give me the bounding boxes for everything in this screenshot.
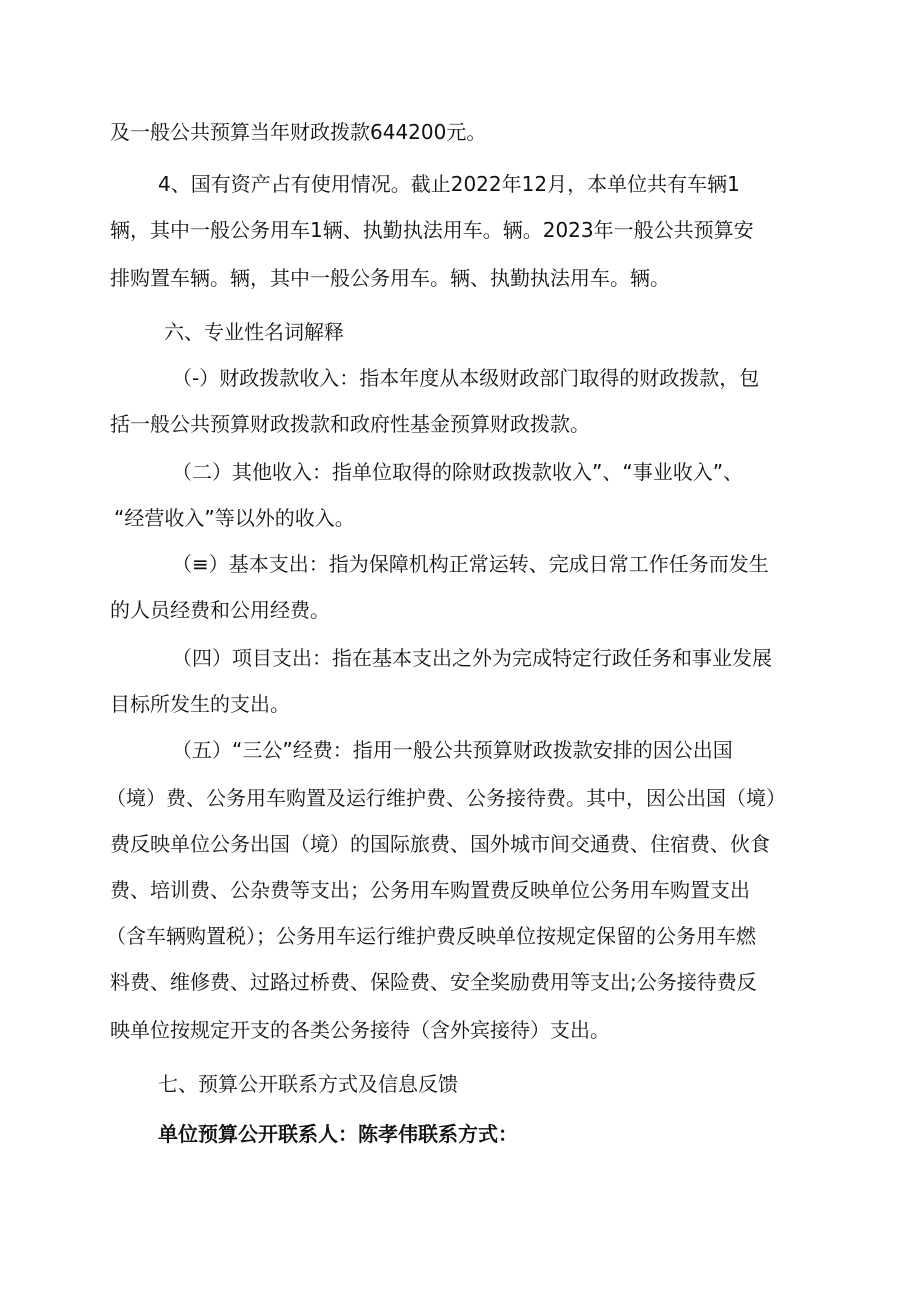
text-line: 4、国有资产占有使用情况。截止2022年12月，本单位共有车辆1 [158,172,740,196]
text-line: （境）费、公务用车购置及运行维护费、公务接待费。其中，因公出国（境） [106,786,786,810]
text-line: （含车辆购置税）；公务用车运行维护费反映单位按规定保留的公务用车燃 [106,924,756,948]
text-line: 括一般公共预算财政拨款和政府性基金预算财政拨款。 [110,412,590,436]
text-line: 的人员经费和公用经费。 [110,598,330,622]
text-line: 辆，其中一般公务用车1辆、执勤执法用车。辆。2023年一般公共预算安 [110,218,754,242]
text-line: （二）其他收入：指单位取得的除财政拨款收入”、“事业收入”、 [172,460,744,484]
contact-line: 单位预算公开联系人：陈孝伟联系方式： [158,1122,518,1146]
text-line: 料费、维修费、过路过桥费、保险费、安全奖励费用等支出;公务接待费反 [110,970,757,994]
section-heading: 六、专业性名词解释 [164,320,344,344]
text-line: 目标所发生的支出。 [110,692,290,716]
section-heading: 七、预算公开联系方式及信息反馈 [158,1072,458,1096]
text-line: 费、培训费、公杂费等支出；公务用车购置费反映单位公务用车购置支出 [110,878,750,902]
text-line: （五）“三公”经费：指用一般公共预算财政拨款安排的因公出国 [172,738,733,762]
text-line: “经营收入”等以外的收入。 [114,506,355,530]
text-line: 费反映单位公务出国（境）的国际旅费、国外城市间交通费、住宿费、伙食 [110,832,770,856]
text-line: （≡）基本支出：指为保障机构正常运转、完成日常工作任务而发生 [172,552,769,576]
text-line: 及一般公共预算当年财政拨款644200元。 [110,120,487,144]
text-line: （四）项目支出：指在基本支出之外为完成特定行政任务和事业发展 [172,646,772,670]
text-line: （-）财政拨款收入：指本年度从本级财政部门取得的财政拨款，包 [172,366,760,390]
text-line: 排购置车辆。辆，其中一般公务用车。辆、执勤执法用车。辆。 [110,266,670,290]
text-line: 映单位按规定开支的各类公务接待（含外宾接待）支出。 [110,1018,610,1042]
